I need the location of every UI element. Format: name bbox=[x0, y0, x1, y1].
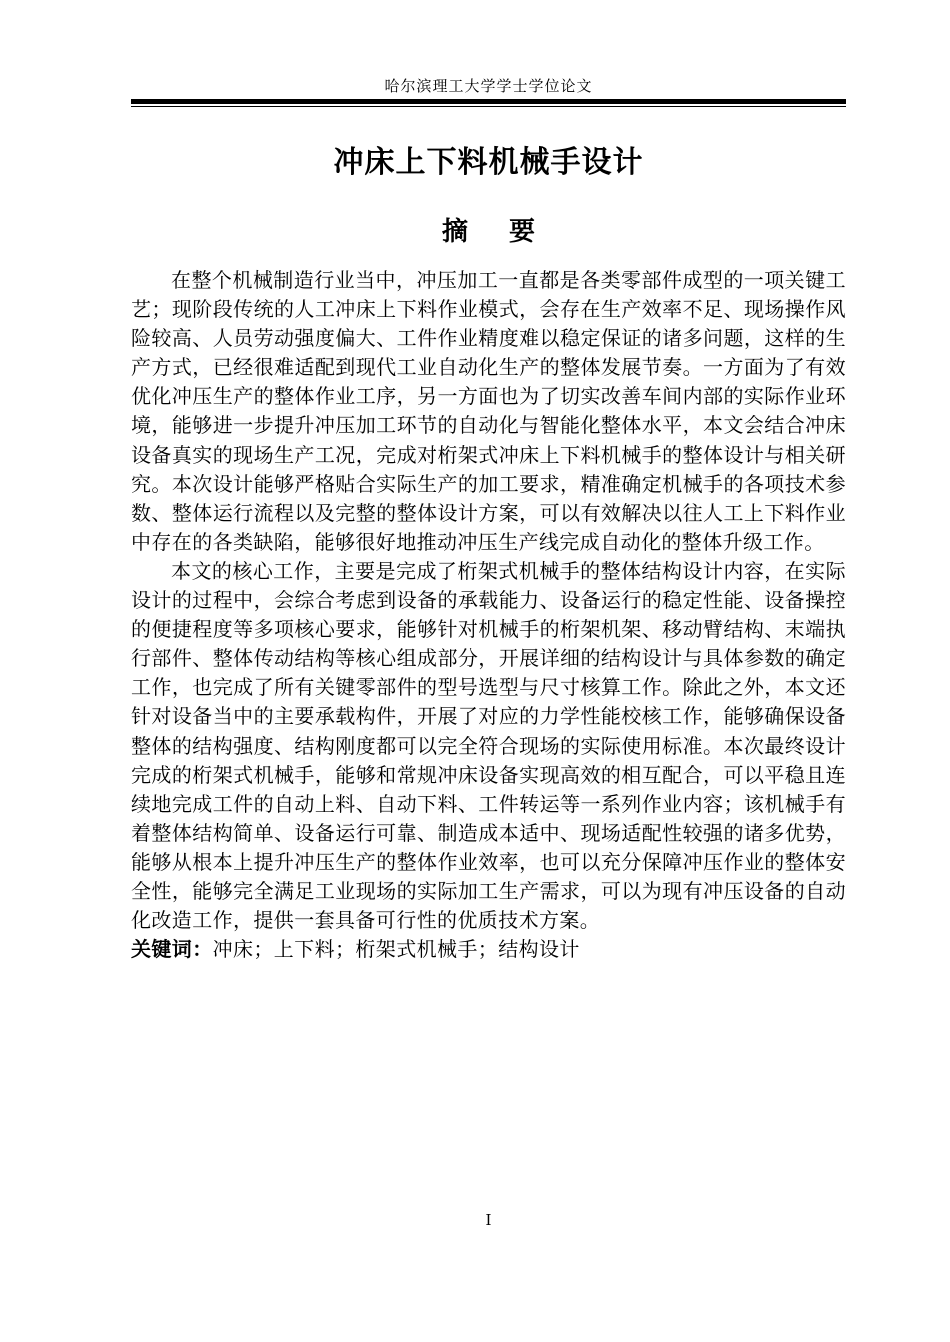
abstract-body bbox=[131, 266, 846, 964]
keywords-text: 冲床；上下料；桁架式机械手；结构设计 bbox=[212, 937, 580, 962]
header-rule-thick bbox=[131, 99, 846, 104]
abstract-paragraph-1: 在整个机械制造行业当中，冲压加工一直都是各类零部件成型的一项关键工艺；现阶段传统的人工冲床上下料作业模式，会存在生产效率不足、现场操作风险较高、人员劳动强度偏大、工件作业精度难以稳定保证的诸多问题，这样的生产方式，已经很难适配到现代工业自动化生产的整体发展节奏。一方面为了有效优化冲压生产的整体作业工序，另一方面也为了切实改善车间内部的实际作业环境，能够进一步提升冲压加工环节的自动化与智能化整体水平，本文会结合冲床设备真实的现场生产工况，完成对桁架式冲床上下料机械手的整体设计与相关研究。本次设计能够严格贴合实际生产的加工要求，精准确定机械手的各项技术参数、整体运行流程以及完整的整体设计方案，可以有效解决以往人工上下料作业中存在的各类缺陷，能够很好地推动冲压生产线完成自动化的整体升级工作。 bbox=[131, 268, 846, 554]
keywords-line bbox=[131, 935, 846, 964]
abstract-heading: 摘 要 bbox=[441, 217, 552, 247]
abstract-paragraph-2: 本文的核心工作，主要是完成了桁架式机械手的整体结构设计内容，在实际设计的过程中，会综合考虑到设备的承载能力、设备运行的稳定性能、设备操控的便捷程度等多项核心要求，能够针对机械手的桁架机架、移动臂结构、末端执行部件、整体传动结构等核心组成部分，开展详细的结构设计与具体参数的确定工作，也完成了所有关键零部件的型号选型与尺寸核算工作。除此之外，本文还针对设备当中的主要承载构件，开展了对应的力学性能校核工作，能够确保设备整体的结构强度、结构刚度都可以完全符合现场的实际使用标准。本次最终设计完成的桁架式机械手，能够和常规冲床设备实现高效的相互配合，可以平稳且连续地完成工件的自动上料、自动下料、工件转运等一系列作业内容；该机械手有着整体结构简单、设备运行可靠、制造成本适中、现场适配性较强的诸多优势，能够从根本上提升冲压生产的整体作业效率，也可以充分保障冲压作业的整体安全性，能够完全满足工业现场的实际加工生产需求，可以为现有冲压设备的自动化改造工作，提供一套具备可行性的优质技术方案。 bbox=[131, 558, 846, 933]
header-rule-thin bbox=[131, 106, 846, 107]
running-header: 哈尔滨理工大学学士学位论文 bbox=[384, 77, 593, 95]
thesis-title: 冲床上下料机械手设计 bbox=[333, 145, 644, 180]
page-number: I bbox=[485, 1211, 492, 1229]
keywords-label: 关键词： bbox=[131, 937, 213, 962]
